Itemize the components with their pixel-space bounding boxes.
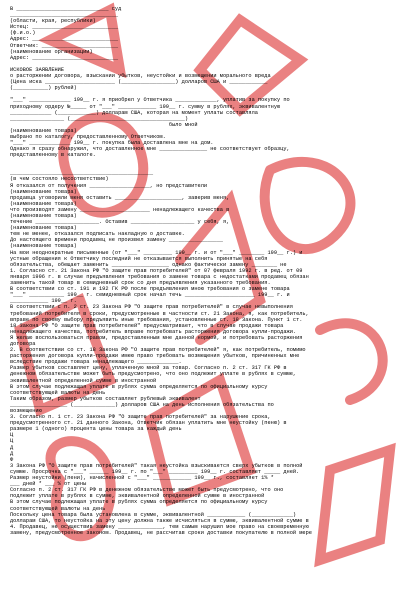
body-line: договора xyxy=(10,340,36,347)
defendant-address: Адрес: ___________________________ xyxy=(10,54,119,61)
body-line: _____________________________________________ xyxy=(10,170,154,177)
body-line: замену, предусмотренное законом. Продавец, не рассчитав сроки доставки покупателю в полной мере xyxy=(10,529,312,536)
body-line: вследствие продажи товара ненадлежащего _____________. xyxy=(10,359,182,366)
body-line: заменить такой товар в семидневный срок со дня предъявления указанного требования. xyxy=(10,280,271,287)
plaintiff-caption: (ф.и.о.) xyxy=(10,30,36,37)
body-line: (наименование товара) xyxy=(10,188,77,195)
body-line: (наименование товара) xyxy=(10,243,77,250)
body-line: (наименование товара) xyxy=(10,127,77,134)
body-line: (наименование товара) xyxy=(10,200,77,207)
body-line: 2. В соответствии со ст. 18 Закона РФ "О защите прав потребителей" я, как потребитель, помимо xyxy=(10,347,306,354)
body-line: Я желаю воспользоваться правом, предоставленным мне данной нормой, и потребовать расторжения xyxy=(10,334,303,341)
body-line: продавца уговорили меня оставить _____________________, заверив меня, xyxy=(10,194,230,201)
body-line: обязательства, обещает заменить __________________ однако фактически замену ________ не xyxy=(10,261,287,268)
body-line: что производят замену ______________________ ненадлежащего качества в xyxy=(10,206,230,213)
body-line: Ц xyxy=(10,432,14,439)
body-line: В соответствии со ст. 191 и 192 ГК РФ после предъявления мною требования о замене товара xyxy=(10,286,290,293)
body-line: устные обращения к Ответчику последний не отказывается выполнить принятые на себя xyxy=(10,255,268,262)
court-region-caption: (области, края, республики) xyxy=(10,18,96,25)
body-line: _____________ (____________) долларам США, которая на момент уплаты составляла xyxy=(10,109,258,116)
body-line: тем не менее, отказался подписать накладную о доставке. xyxy=(10,231,185,238)
body-line: В соответствии с п. 2 ст. 23 Закона РФ "О защите прав потребителей" в случае невыполнения xyxy=(10,304,293,311)
body-line: Д xyxy=(10,444,14,451)
body-line: 4. Продавец, не осуществив замену ______________, тем самым нарушил мое право на своевременную xyxy=(10,523,309,530)
body-line: Таким образом, размер убытков составляет рублевый эквивалент xyxy=(10,395,201,402)
body-line: приходному ордеру №_____ от "___" ____________ 199__ г. сумму в рублях, эквивалентную xyxy=(10,103,281,110)
body-line: 3. Согласно п. 1 ст. 23 Закона РФ "О защите прав потребителей" за нарушение срока, xyxy=(10,414,271,421)
body-line: долларам США, то неустойка на эту цену должна также исчисляться в сумме, эквивалентной сумме в xyxy=(10,517,309,524)
body-line: подлежит уплате в рублях в сумме, эквивалентной определенной сумме в иностранной xyxy=(10,493,265,500)
body-section-a xyxy=(10,97,412,158)
body-line: _________________ (____________________________________) xyxy=(10,115,189,122)
body-line: расторжения договора купли-продажи имею право требовать возмещения убытков, причиненных мне xyxy=(10,353,300,360)
body-line: 18 Закона РФ "О защите прав потребителей" предусматривает, что в случае продажи товара xyxy=(10,322,284,329)
body-line: (наименование товара) xyxy=(10,225,77,232)
body-line: "___" _____________ 199__ г. я приобрел у Ответчика _____________, уплатив за покупку по xyxy=(10,97,290,104)
body-line: эквивалентной определенной сумме в иностранной xyxy=(10,377,157,384)
body-line: соответствующей валюты на день xyxy=(10,505,106,512)
body-line: Ц xyxy=(10,438,14,445)
body-line: требований потребителя в сроки, предусмотренные в частности ст. 21 Закона, я, как потребитель, xyxy=(10,310,309,317)
body-line: "___" ___________ 199__ г. семидневный срок начал течь ______________________ 199__ г. и xyxy=(10,292,290,299)
claim-price: (Цена иска ______________________ (_________________) долларов США и ____________ xyxy=(10,79,268,86)
body-line: размере 1 (одного) процента цены товара за каждый день xyxy=(10,426,182,433)
body-line: Согласно п. 2 ст. 317 ГК РФ в денежном обязательстве может быть предусмотрено, что оно xyxy=(10,487,284,494)
body-line: возмещению xyxy=(10,408,42,414)
body-line: ____________ 199__ г. xyxy=(10,298,77,305)
defendant-caption: (наименование организации) xyxy=(10,48,93,55)
body-line: вправе по своему выбору предъявить иные требования, установленные ст. 18 Закона. Пункт 1 ст. xyxy=(10,316,303,323)
body-line: течение ____________________. Оставив ____________________ у себя, я, xyxy=(10,219,230,226)
body-line: "___" _____________ 199__ г. покупка была доставлена мне на дом. xyxy=(10,140,214,147)
body-line: представленному в каталоге. xyxy=(10,152,96,159)
body-line: До настоящего времени продавец не произвел замену _________________ xyxy=(10,237,223,244)
body-line: предусмотренного ст. 21 данного Закона, Ответчик обязан уплатить мне неустойку (пеню) в xyxy=(10,420,287,427)
header-block xyxy=(10,6,412,61)
document-title: ИСКОВОЕ ЗАЯВЛЕНИЕ xyxy=(10,66,65,73)
body-line: ___ дней * ___ % от цены xyxy=(10,481,87,488)
body-line: выбрано по каталогу, предоставленному Ответчиком. xyxy=(10,133,166,140)
body-line: (в чем состояло несоответствие) xyxy=(10,176,109,183)
body-line: Д xyxy=(10,450,14,457)
body-line: __________________ (_____________) долларов США на день исполнения обязательства по xyxy=(10,401,274,408)
body-line: 1. Согласно ст. 21 Закона РФ "О защите прав потребителей" от 07 февраля 1992 г. в ред. от 09 xyxy=(10,267,303,274)
document xyxy=(10,6,412,536)
plaintiff-address: Адрес: ___________________________ xyxy=(10,36,119,43)
body-line: было мной xyxy=(10,121,198,128)
body-line: Размер убытков составляет цену, уплаченную мной за товар. Согласно п. 2 ст. 317 ГК РФ в xyxy=(10,365,287,372)
body-section-b xyxy=(10,170,412,536)
body-line: Однако я сразу обнаружил, что доставленное мне _______________ не соответствует образцу, xyxy=(10,146,290,153)
document-subtitle: о расторжении договора, взыскании убытков, неустойки и возмещении морального вреда xyxy=(10,73,271,80)
body-line: (наименование товара) xyxy=(10,213,77,219)
court-region-blank: __________________________________ xyxy=(10,12,119,19)
body-line: сумме. Просрочка с "___" ______ 199__ г. по "___" _________ 199__ г. составляет _____ дней. xyxy=(10,468,300,475)
body-line: В этом случае подлежащая уплате в рублях сумма определяется по официальному курсу xyxy=(10,383,268,390)
body-line: 3 Закона РФ "О защите прав потребителей" такая неустойка взыскивается сверх убытков в полной xyxy=(10,462,303,469)
body-line: Поскольку цена товара была установлена в сумме, эквивалентной ____________ (_____________) xyxy=(10,511,297,518)
body-line: Ф xyxy=(10,456,14,463)
body-line: января 1996 г. в случае предъявления требования о замене товара с недостатками продавец обязан xyxy=(10,273,309,280)
claim-price-rub: (___________) рублей) xyxy=(10,85,77,92)
body-line: денежном обязательстве может быть предусмотрено, что оно подлежит уплате в рублях в сумме, xyxy=(10,371,297,378)
court-line: В _____________________________ суд xyxy=(10,6,122,12)
body-line: соответствующей валюты на день xyxy=(10,389,106,396)
body-line: В этом случае подлежащая уплате в рублях сумма определяется по официальному курсу xyxy=(10,499,268,506)
defendant-line: Ответчик: ________________________ xyxy=(10,42,119,49)
body-line: Размер неустойки (пени), начисленной с "___" ____________ 199__ г., составляет 1% * xyxy=(10,475,274,482)
plaintiff-line: Истец: ___________________________ xyxy=(10,24,119,31)
body-line: На мои неоднократные письменные (от "___" _________ 199__ г. и от "___" ________ 199__ г.) и xyxy=(10,249,303,256)
body-line: Я отказался от получения ___________________, но представители xyxy=(10,182,208,189)
body-line: ненадлежащего качества, потребитель вправе потребовать расторжения договора купли-продажи. xyxy=(10,328,297,335)
